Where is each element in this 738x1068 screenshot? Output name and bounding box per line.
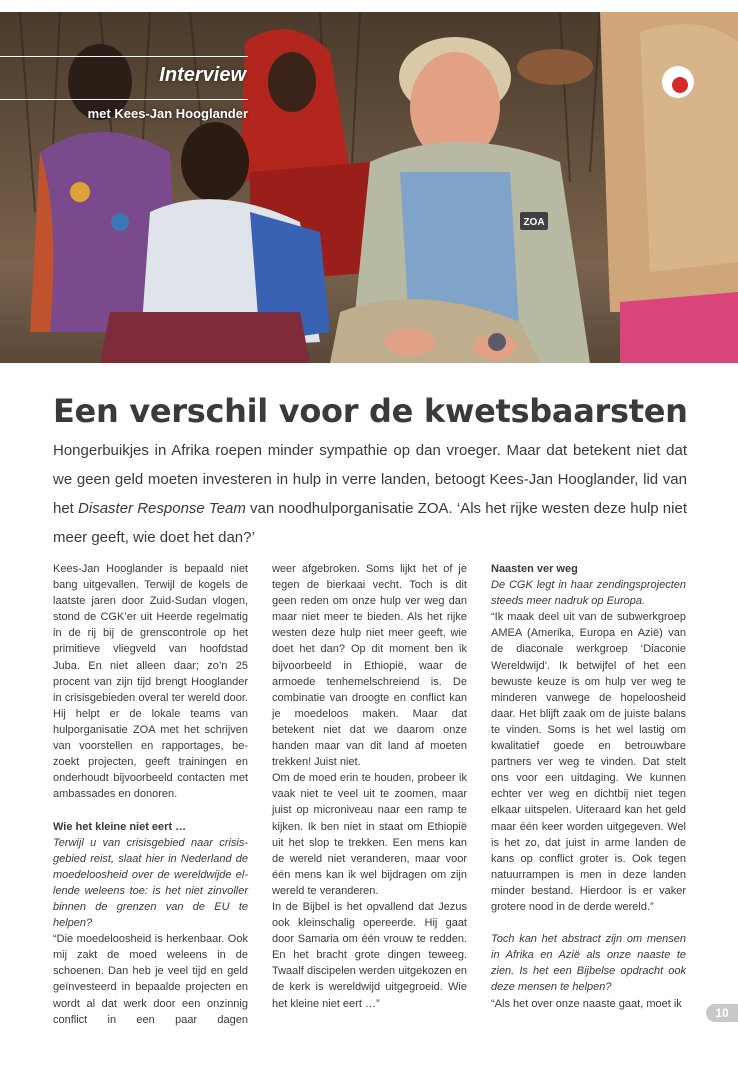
kicker-subtitle: met Kees-Jan Hooglander	[87, 106, 248, 121]
col1-subheading: Wie het kleine niet eert …	[53, 820, 187, 833]
col3-question-2: Toch kan het abstract zijn om mensen in Afrika en Azië als onze naaste te zien. Is het een Bijbelse opdracht ook deze mensen te helpen?	[491, 933, 686, 994]
col3-paragraph-1: “Ik maak deel uit van de subwerkgroep AMEA (Amerika, Europa en Azië) van de diaconale werkgroep ‘Diaconie Wereldwijd’. Ik betwijfel of het een bewuste keuze is om hulp ver weg te minderen vanwege de hopeloosheid daar. Het blijft zaak om de juiste balans te vinden. Soms is het wel lastig om kwalitatief goede en betrouwbare partners ver weg te vinden. Dat stelt ons voor een uitdaging. We kunnen echter ver weg en dichtbij niet tegen elkaar uitspelen. Uiteraard kan het geld maar één keer worden uitgegeven. Wel is het zo, dat juist in arme landen de kans op conflict groter is. Ook tegen natuurrampen is men in deze landen minder bestand. Hierdoor is er vaker grotere nood in de derde wereld.”	[491, 611, 686, 913]
col3-paragraph-2: “Als het over onze naaste gaat, moet ik	[491, 997, 682, 1010]
article-lead	[53, 436, 687, 552]
col3-subheading: Naasten ver weg	[491, 563, 578, 575]
page-number-badge: 10	[706, 1004, 738, 1022]
article-headline: Een verschil voor de kwetsbaarsten	[53, 392, 688, 430]
kicker-band	[0, 56, 248, 100]
lead-text-2: van noodhulporganisatie ZOA. ‘Als het rijke westen deze hulp niet meer geeft, wie doet het dan?’	[53, 500, 687, 546]
column-2	[272, 561, 467, 1012]
col1-paragraph-1: Kees-Jan Hooglander is bepaald niet bang uitgevallen. Terwijl de kogels de laatste jaren door Zuid-Sudan vlogen, stond de CGK’er uit Heerde regelmatig in de rij bij de grenscontrole op het primitieve vliegveld van hoofdstad Juba. En niet alleen daar; zo’n 25 procent van zijn tijd brengt Hooglander in crisisgebieden overal ter wereld door. Hij helpt er de lokale teams van hulporganisatie ZOA met het schrijven van voorstellen en rapportages, be-zoekt projecten, geeft trainingen en onderhoudt bijvoorbeeld contacten met ambassades en donoren.	[53, 563, 248, 801]
lead-text-1: Hongerbuikjes in Afrika roepen minder sympathie op dan vroeger. Maar dat betekent niet dat we geen geld moeten investeren in hulp in verre landen, betoogt Kees-Jan Hooglander, lid van het	[53, 442, 687, 517]
col2-paragraph-1: weer afgebroken. Soms lijkt het of je tegen de bierkaai vecht. Toch is dit geen reden om onze hulp ver weg dan maar niet meer te bieden. Als het rijke westen deze hulp niet meer geeft, wie doet het dan? Op dit moment ben ik bijvoorbeeld in Ethiopië, waar de armoede tenhemelschreiend is. De combinatie van droogte en conflict kan je moedeloos maken. Maar dat betekent niet dat we daarom onze handen maar van dit land af moeten trekken! Juist niet.	[272, 563, 467, 769]
col1-paragraph-2: “Die moedeloosheid is herkenbaar. Ook mij zakt de moed weleens in de schoenen. Dan heb je veel tijd en geld geïnvesteerd in bepaalde projecten en wordt al dat werk door een onzinnig conflict in een paar dagen	[53, 933, 248, 1026]
col1-question: Terwijl u van crisisgebied naar crisis-gebied reist, slaat hier in Nederland de moedeloosheid over de wereldwijde el-lende weleens toe: is het niet zinvoller binnen de grenzen van de EU te helpen?	[53, 836, 248, 930]
lead-emphasis: Disaster Response Team	[78, 500, 246, 517]
kicker-title: Interview	[159, 64, 246, 86]
col2-paragraph-2: Om de moed erin te houden, probeer ik vaak niet te veel uit te zoomen, maar juist op microniveau naar een ramp te kijken. Ik ben niet in staat om Ethiopië uit het slop te trekken. Een mens kan de wereld niet veranderen, maar voor één mens kan ik wel bijdragen om zijn wereld te veranderen.	[272, 772, 467, 897]
column-1	[53, 561, 248, 1028]
column-3	[491, 561, 686, 1012]
col2-paragraph-3: In de Bijbel is het opvallend dat Jezus ook kleinschalig opereerde. Hij gaat door Samaria om één vrouw te redden. En het bracht grote dingen teweeg. Twaalf discipelen werden uitgekozen en de kerk is wereldwijd uitgegroeid. Wie het kleine niet eert …”	[272, 900, 467, 1010]
vest-zoa-label: ZOA	[523, 217, 545, 228]
col3-question-1: De CGK legt in haar zendingsprojecten steeds meer nadruk op Europa.	[491, 579, 686, 608]
